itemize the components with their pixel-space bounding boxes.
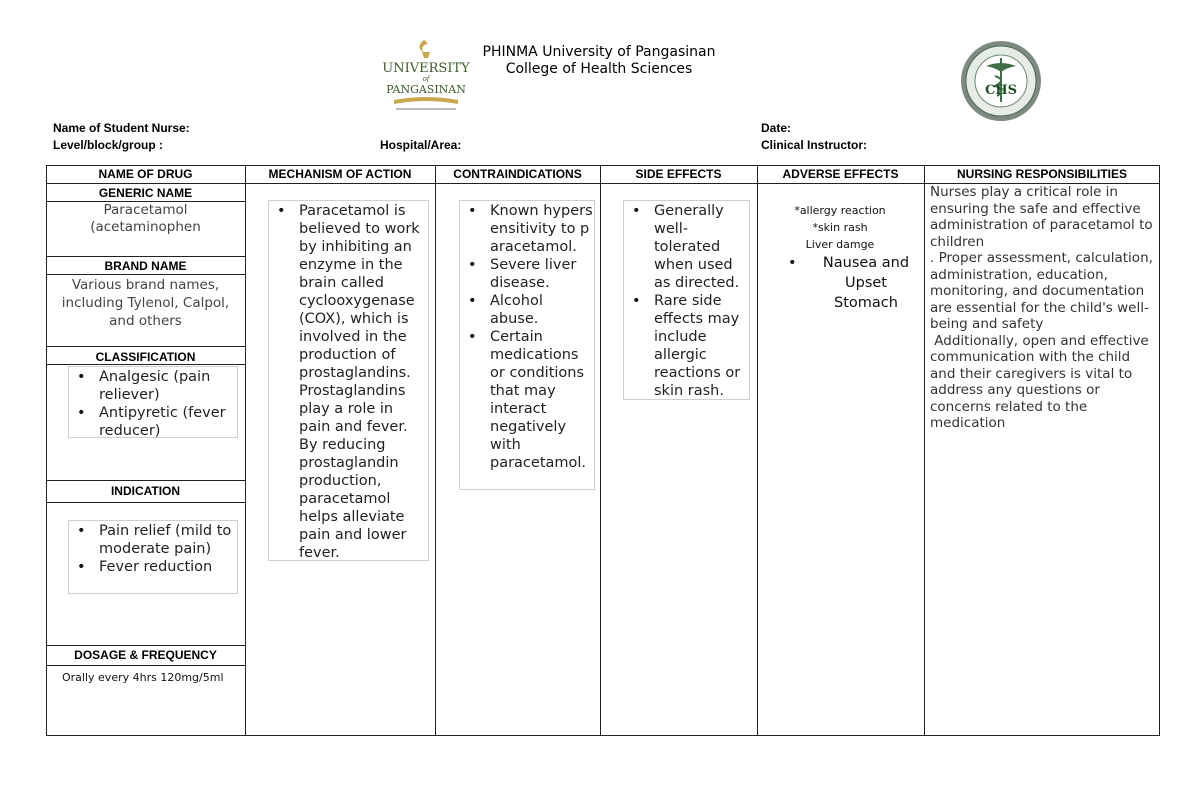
bullet-dot: • — [788, 255, 797, 271]
indication-box — [68, 520, 238, 594]
brand-divider-top — [46, 256, 245, 257]
list-item: • Pain relief (mild to moderate pain) — [99, 522, 237, 558]
brand-name-value: Various brand names, including Tylenol, Calpol, and others — [61, 277, 230, 329]
generic-name-line: (acetaminophen — [90, 219, 201, 235]
classification-box — [68, 366, 238, 438]
mechanism-list — [269, 202, 428, 562]
list-item: • Antipyretic (fever reducer) — [99, 404, 237, 440]
classification-divider-top — [46, 346, 245, 347]
list-item: • Known hypersensitivity to paracetamol. — [490, 202, 594, 256]
adverse-effects-notes — [780, 202, 900, 253]
dosage-divider — [46, 665, 245, 666]
col-header-nursing: NURSING RESPONSIBILITIES — [956, 167, 1128, 181]
col-header-mechanism: MECHANISM OF ACTION — [268, 167, 412, 181]
list-item: • Rare side effects may include allergic reactions or skin rash. — [654, 292, 749, 400]
generic-name-label: GENERIC NAME — [98, 186, 193, 200]
brand-divider — [46, 274, 245, 275]
college-health-sciences-seal — [960, 40, 1042, 122]
adverse-bullet — [788, 253, 920, 313]
indication-label: INDICATION — [110, 484, 181, 498]
dosage-frequency-value: Orally every 4hrs 120mg/5ml — [62, 671, 224, 684]
generic-name-value — [47, 202, 244, 236]
university-name: PHINMA University of Pangasinan — [482, 44, 716, 60]
classification-list — [69, 368, 237, 440]
header-title — [466, 44, 732, 78]
list-item: • Fever reduction — [99, 558, 237, 576]
side-effects-box — [623, 200, 750, 400]
college-name: College of Health Sciences — [505, 61, 693, 77]
date-label: Date: — [761, 121, 792, 135]
nursing-paragraph: . Proper assessment, calculation, administration, education, monitoring, and documentation are essential for the child's well-being and safety — [930, 250, 1153, 332]
col-header-drug: NAME OF DRUG — [98, 167, 193, 181]
level-block-group-label: Level/block/group : — [53, 138, 164, 152]
contraindications-box — [459, 200, 595, 490]
adverse-line: Liver damge — [805, 238, 875, 251]
clinical-instructor-label: Clinical Instructor: — [761, 138, 868, 152]
indication-divider-top — [46, 480, 245, 481]
contraindications-list — [460, 202, 594, 472]
logo-word-university: UNIVERSITY — [382, 61, 470, 76]
classification-divider — [46, 364, 245, 365]
brand-name-label: BRAND NAME — [104, 259, 187, 273]
adverse-bullet-text: Nausea and Upset Stomach — [822, 255, 910, 311]
seal-text: CHS — [984, 83, 1018, 98]
list-item: • Severe liver disease. — [490, 256, 594, 292]
classification-label: CLASSIFICATION — [95, 350, 196, 364]
col-header-adverse-effects: ADVERSE EFFECTS — [782, 167, 899, 181]
col-header-contraindications: CONTRAINDICATIONS — [453, 167, 582, 181]
dosage-frequency-label: DOSAGE & FREQUENCY — [74, 648, 217, 662]
column-divider — [757, 165, 758, 736]
indication-list — [69, 522, 237, 576]
list-item: • Analgesic (pain reliever) — [99, 368, 237, 404]
list-item: • Paracetamol is believed to work by inhibiting an enzyme in the brain called cyclooxygenase (COX), which is involved in the production of prostaglandins. Prostaglandins play a role in pain and fever. By reducing prostaglandin production, paracetamol helps alleviate pain and lower fever. — [299, 202, 426, 562]
adverse-line: *skin rash — [812, 221, 868, 234]
column-divider — [600, 165, 601, 736]
nursing-paragraph: Nurses play a critical role in ensuring the safe and effective administration of paracetamol to children — [930, 184, 1153, 250]
column-divider — [245, 165, 246, 736]
student-nurse-label: Name of Student Nurse: — [53, 121, 190, 135]
side-effects-list — [624, 202, 749, 400]
mechanism-box — [268, 200, 429, 561]
nursing-paragraph: Additionally, open and effective communication with the child and their caregivers is vital to address any questions or concerns related to the medication — [930, 332, 1154, 431]
list-item: • Certain medications or conditions that may interact negatively with paracetamol. — [490, 328, 594, 472]
col-header-side-effects: SIDE EFFECTS — [635, 167, 722, 181]
dosage-divider-top — [46, 645, 245, 646]
column-divider — [924, 165, 925, 736]
nursing-responsibilities — [930, 184, 1158, 432]
generic-name-line: Paracetamol — [103, 202, 188, 218]
list-item: • Generally well-tolerated when used as directed. — [654, 202, 749, 292]
column-divider — [435, 165, 436, 736]
svg-text:of: of — [422, 75, 430, 83]
university-of-pangasinan-logo — [380, 36, 472, 116]
adverse-line: *allergy reaction — [794, 204, 886, 217]
logo-word-pangasinan: PANGASINAN — [386, 83, 466, 96]
indication-divider — [46, 502, 245, 503]
hospital-area-label: Hospital/Area: — [380, 138, 462, 152]
list-item: • Alcohol abuse. — [490, 292, 594, 328]
